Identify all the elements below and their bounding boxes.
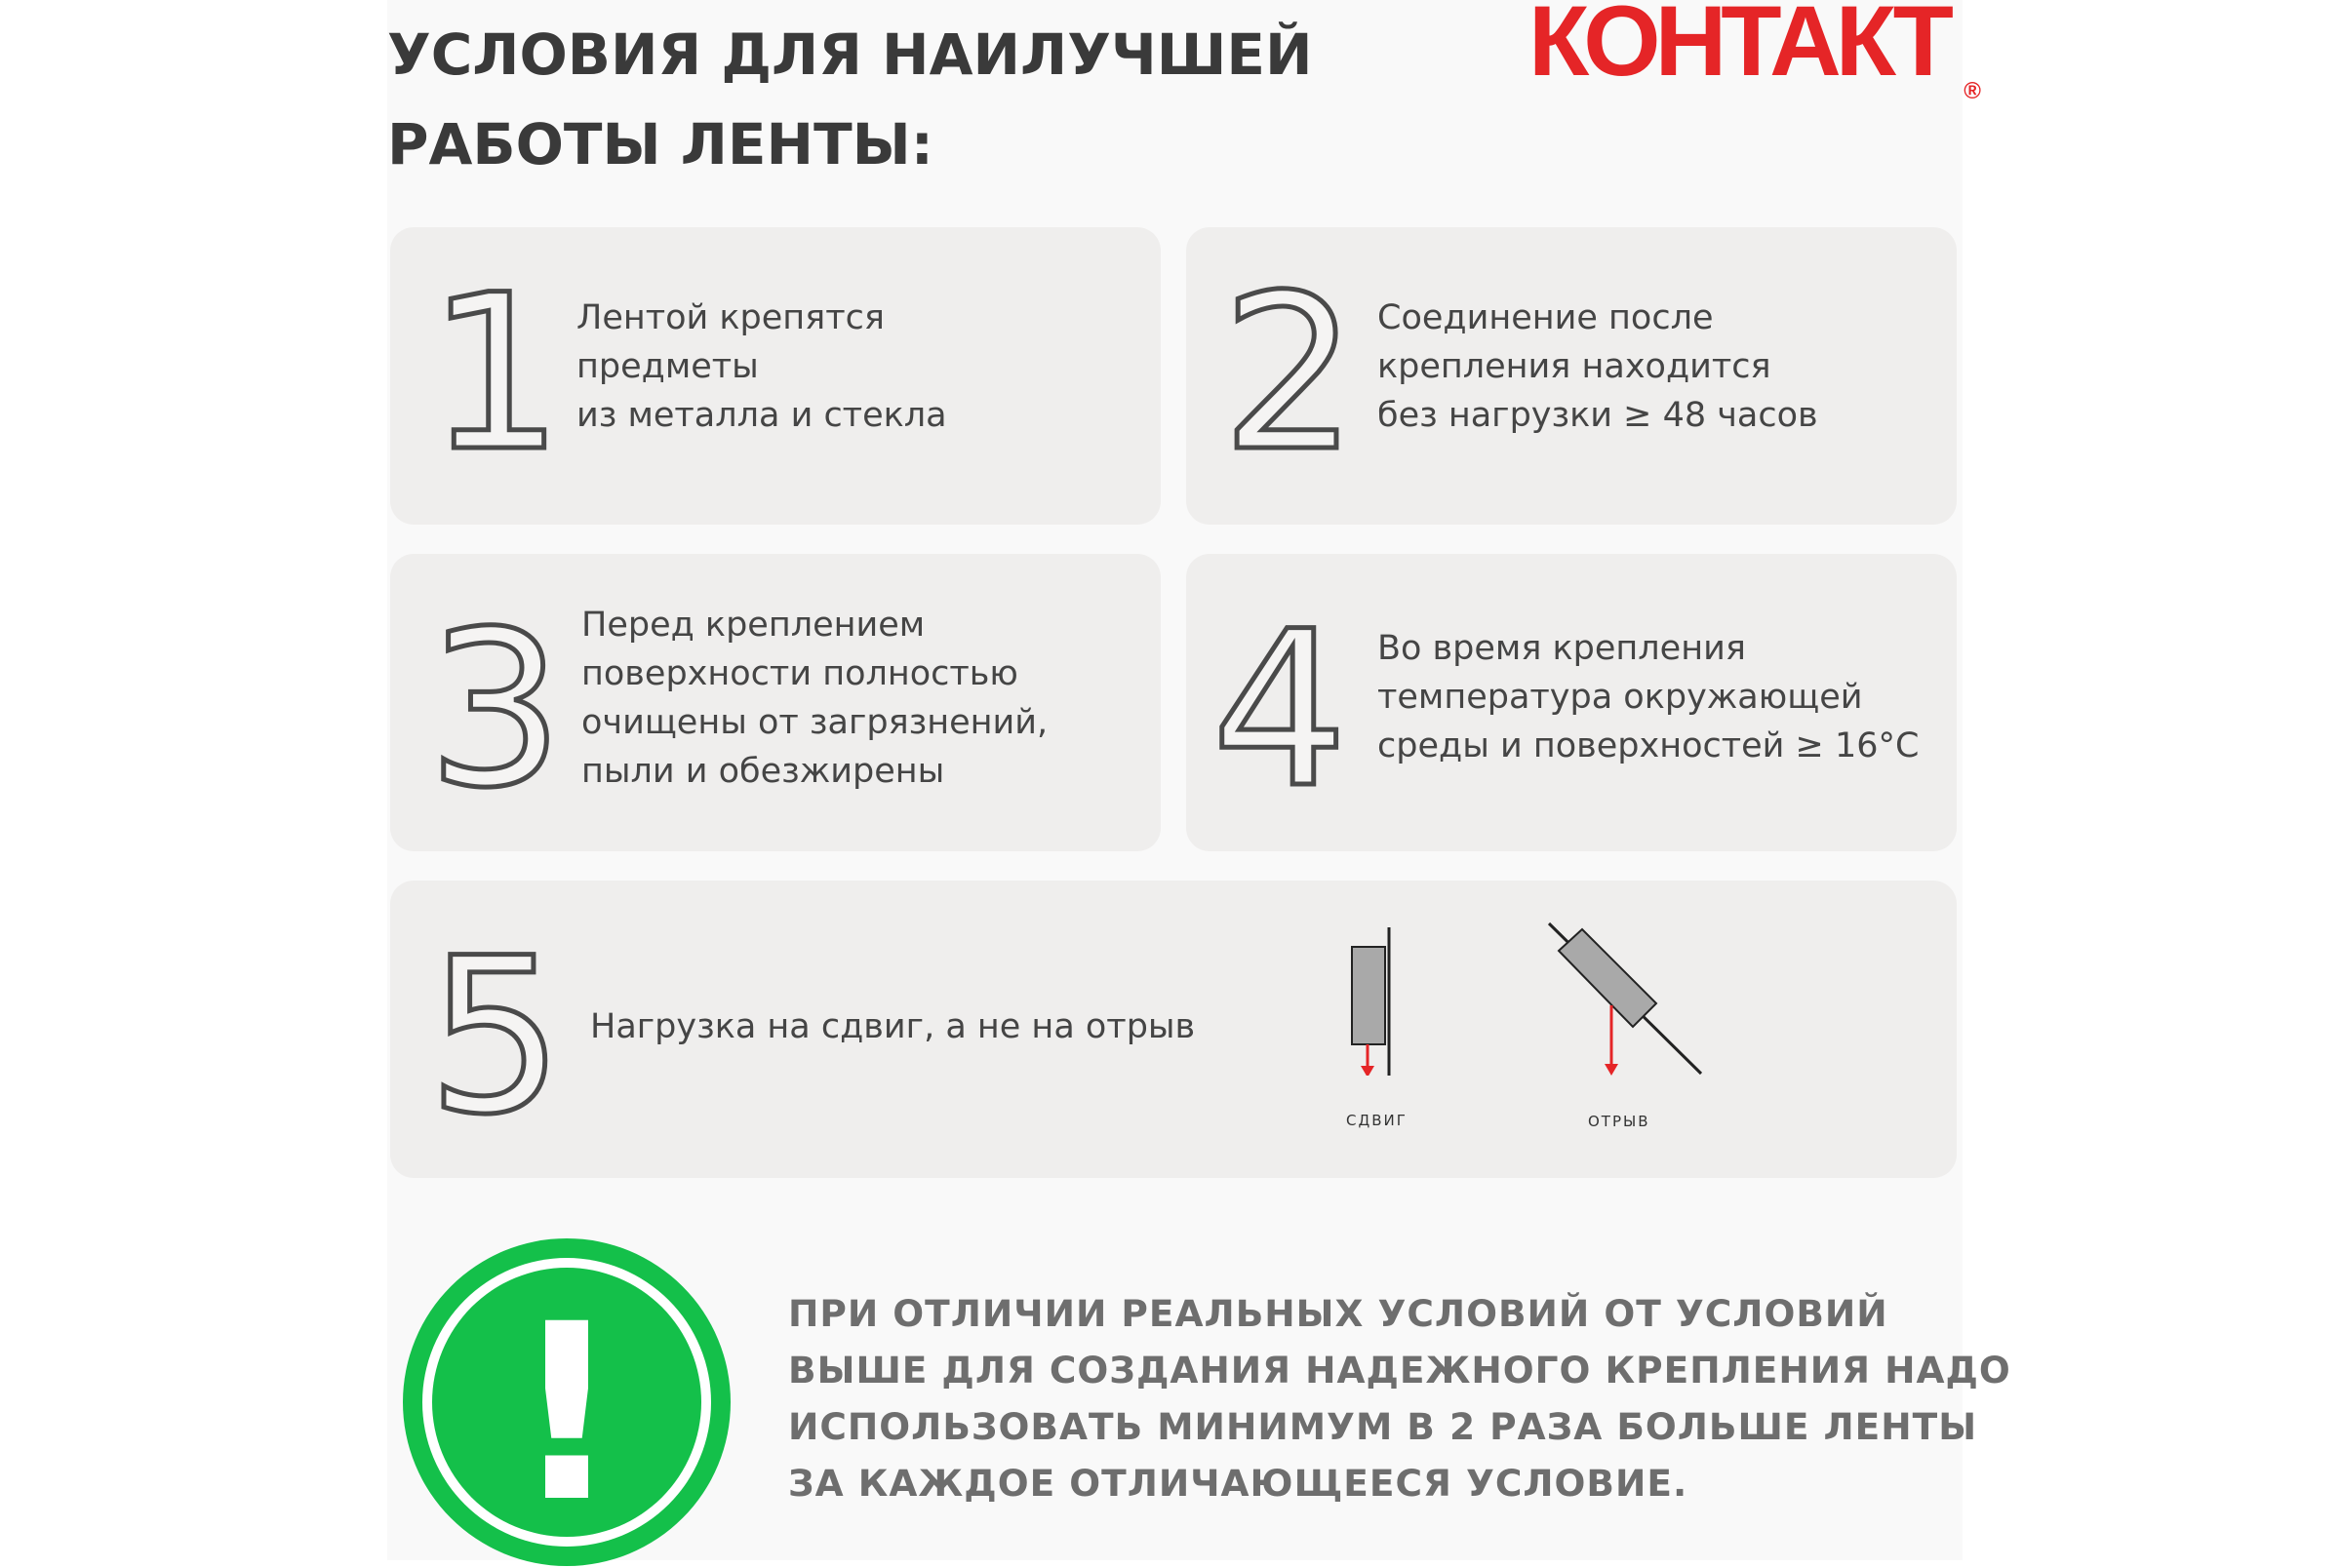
condition-card-5 [390,881,1957,1178]
condition-number-2: 2 [1221,249,1358,498]
page-title [387,10,1363,189]
registered-mark: ® [1964,78,1981,104]
condition-3-line-4: пыли и обезжирены [581,752,945,791]
warning-line-2: ВЫШЕ ДЛЯ СОЗДАНИЯ НАДЕЖНОГО КРЕПЛЕНИЯ НАДО [788,1349,2011,1392]
condition-number-4: 4 [1211,585,1348,835]
badge-symbol: ! [510,1272,623,1555]
warning-line-4: ЗА КАЖДОЕ ОТЛИЧАЮЩЕЕСЯ УСЛОВИЕ. [788,1462,1688,1505]
condition-1-line-2: предметы [576,347,759,386]
condition-5-line-1: Нагрузка на сдвиг, а не на отрыв [590,1007,1196,1046]
brand-logo [1528,0,1981,104]
shear-diagram [1327,920,1424,1076]
peel-label: ОТРЫВ [1588,1113,1650,1130]
condition-3-line-1: Перед креплением [581,606,926,645]
warning-text [788,1285,2011,1511]
condition-4-line-3: среды и поверхностей ≥ 16°C [1377,726,1920,765]
logo-text: КОНТАКТ [1528,0,1948,97]
condition-1-line-1: Лентой крепятся [576,298,885,337]
condition-number-1: 1 [427,249,564,498]
condition-4-line-1: Во время крепления [1377,629,1746,668]
title-line-1: УСЛОВИЯ ДЛЯ НАИЛУЧШЕЙ [387,21,1313,88]
condition-text-2 [1377,294,1818,440]
shear-tape-block [1352,947,1385,1044]
condition-text-4 [1377,624,1919,770]
warning-line-3: ИСПОЛЬЗОВАТЬ МИНИМУМ В 2 РАЗА БОЛЬШЕ ЛЕНТЫ [788,1405,1978,1448]
condition-card-4 [1186,554,1957,851]
condition-number-3: 3 [427,585,564,835]
exclamation-badge-icon [401,1236,733,1568]
peel-diagram [1531,920,1726,1076]
condition-1-line-3: из металла и стекла [576,396,947,435]
shear-arrow-head [1361,1066,1374,1076]
peel-tape-block [1559,929,1656,1027]
condition-2-line-3: без нагрузки ≥ 48 часов [1377,396,1818,435]
peel-arrow-head [1605,1064,1618,1076]
condition-card-1 [390,227,1161,525]
condition-card-3 [390,554,1161,851]
condition-text-5 [590,1002,1195,1051]
warning-line-1: ПРИ ОТЛИЧИИ РЕАЛЬНЫХ УСЛОВИЙ ОТ УСЛОВИЙ [788,1292,1888,1335]
shear-label: СДВИГ [1346,1112,1408,1129]
condition-2-line-2: крепления находится [1377,347,1771,386]
condition-2-line-1: Соединение после [1377,298,1714,337]
condition-card-2 [1186,227,1957,525]
condition-text-1 [576,294,947,440]
condition-4-line-2: температура окружающей [1377,678,1863,717]
condition-number-5: 5 [427,912,564,1161]
title-line-2: РАБОТЫ ЛЕНТЫ: [387,111,933,177]
condition-3-line-2: поверхности полностью [581,654,1018,693]
condition-3-line-3: очищены от загрязнений, [581,703,1049,742]
condition-text-3 [581,601,1048,796]
